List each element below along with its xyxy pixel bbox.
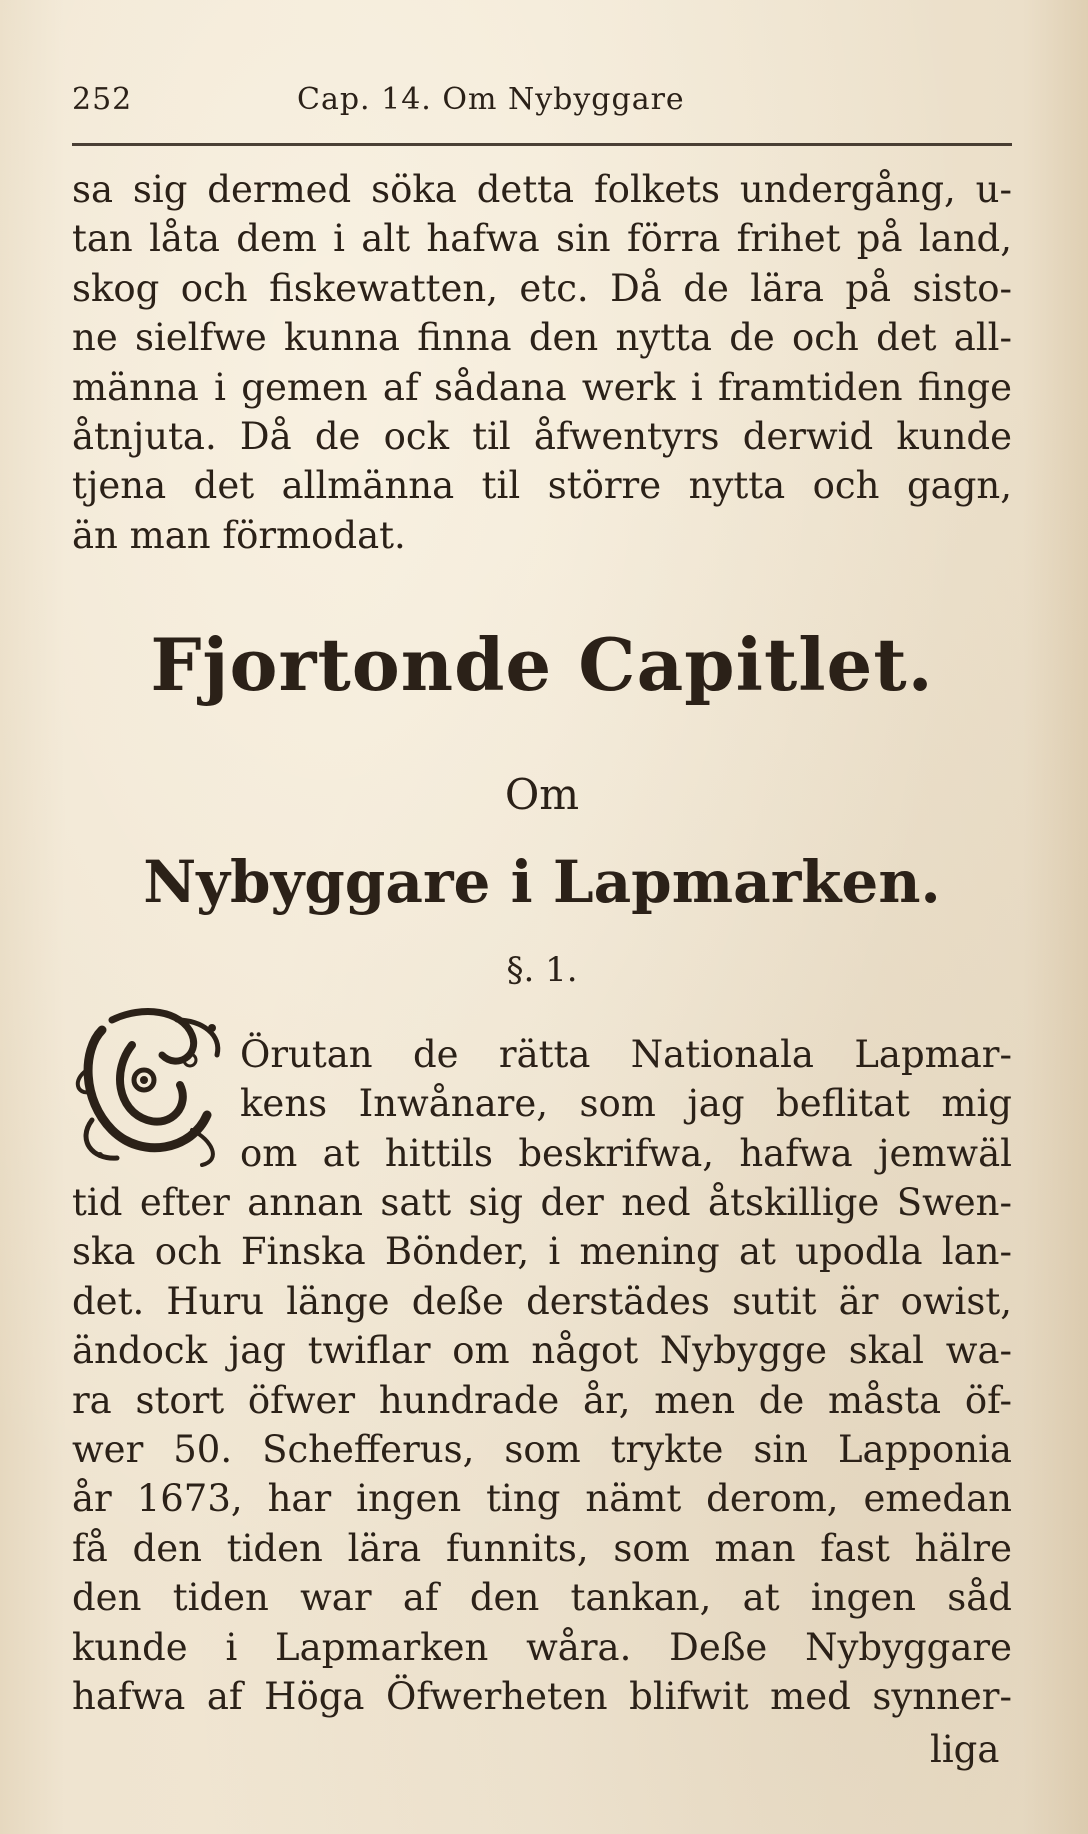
top-paragraph — [72, 165, 1012, 560]
indented-lines — [240, 1030, 1012, 1178]
text-line: skog och fiskewatten, etc. Då de lära på sisto- — [72, 266, 1012, 310]
text-line: hafwa af Höga Öfwerheten blifwit med synner- — [72, 1675, 1012, 1719]
text-line: år 1673, har ingen ting nämt derom, emedan — [72, 1477, 1012, 1521]
running-head — [72, 78, 1012, 128]
text-line: än man förmodat. — [72, 513, 406, 557]
catchword: liga — [930, 1728, 1000, 1771]
text-line: tid efter annan satt sig der ned åtskillige Swen- — [72, 1181, 1012, 1224]
text-line: wer 50. Schefferus, som trykte sin Lapponia — [72, 1428, 1012, 1472]
text-line: åtnjuta. Då de ock til åfwentyrs derwid kunde — [72, 415, 1012, 459]
text-line: ska och Finska Bönder, i mening at upodla lan- — [72, 1230, 1012, 1274]
text-line: den tiden war af den tankan, at ingen såd — [72, 1576, 1012, 1620]
section-number: §. 1. — [506, 950, 578, 990]
text-line: tan låta dem i alt hafwa sin förra frihet på land, — [72, 217, 1012, 261]
text-line: kens Inwånare, som jag beflitat mig — [240, 1082, 1012, 1126]
chapter-om: Om — [504, 770, 580, 819]
chapter-title: Fjortonde Capitlet. — [150, 622, 934, 707]
body-paragraph — [72, 1178, 1012, 1721]
text-line: om at hittils beskrifwa, hafwa jemwäl — [240, 1131, 1012, 1175]
text-line: ändock jag twiflar om något Nybygge skal wa- — [72, 1329, 1012, 1373]
text-line: ne sielfwe kunna finna den nytta de och det all- — [72, 316, 1012, 360]
text-line: ra stort öfwer hundrade år, men de måsta öf- — [72, 1378, 1012, 1422]
text-line: kunde i Lapmarken wåra. Deße Nybyggare — [72, 1625, 1012, 1669]
chapter-subtitle: Nybyggare i Lapmarken. — [143, 848, 941, 916]
text-line: männa i gemen af sådana werk i framtiden finge — [72, 365, 1012, 409]
text-line: det. Huru länge deße derstädes sutit är owist, — [72, 1279, 1012, 1323]
text-line: Örutan de rätta Nationala Lapmar- — [240, 1033, 1012, 1076]
header-rule — [72, 143, 1012, 146]
text-line: sa sig dermed söka detta folkets undergång, u- — [72, 168, 1012, 211]
running-head-title: Cap. 14. Om Nybyggare — [297, 82, 685, 117]
text-line: tjena det allmänna til större nytta och gagn, — [72, 464, 1012, 508]
ornamental-initial-icon — [72, 1000, 232, 1170]
text-line: få den tiden lära funnits, som man fast hälre — [72, 1526, 1012, 1570]
page-number: 252 — [72, 82, 133, 117]
